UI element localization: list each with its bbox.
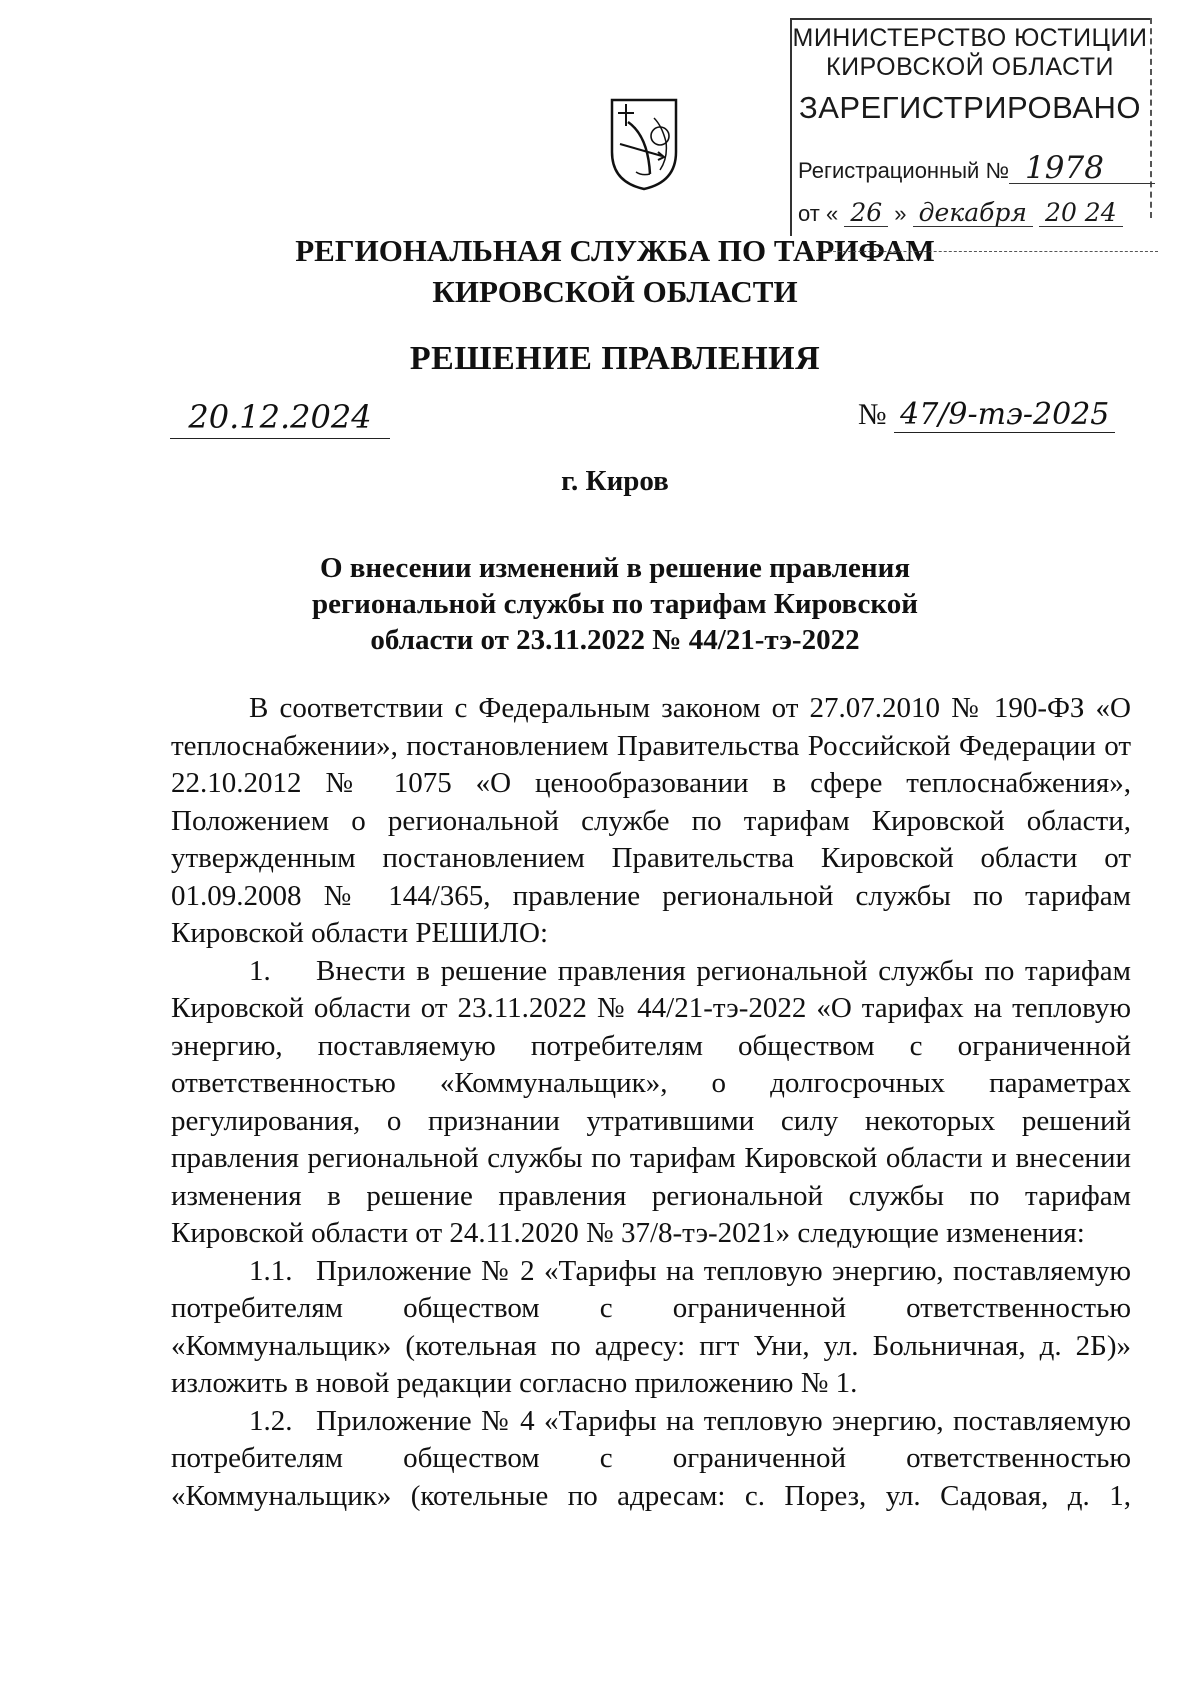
decision-title: РЕШЕНИЕ ПРАВЛЕНИЯ <box>409 340 821 377</box>
agency-name-line1: РЕГИОНАЛЬНАЯ СЛУЖБА ПО ТАРИФАМ <box>295 233 935 268</box>
stamp-ministry-line2: КИРОВСКОЙ ОБЛАСТИ <box>826 53 1114 81</box>
decision-number <box>858 398 1158 433</box>
subject-line1: О внесении изменений в решение правления <box>319 552 911 584</box>
stamp-registration-number-line <box>798 150 1148 186</box>
agency-name <box>0 230 1200 312</box>
stamp-date-year: 20 24 <box>1039 200 1123 227</box>
item-1-2-text: Приложение № 4 «Тарифы на тепловую энергию, поставляемую потребителям обществом с ограниченной ответственностью «Коммунальщик» (котельные по адресам: с. Порез, ул. Садовая, д. 1, <box>171 1404 1131 1512</box>
subject-line2: региональной службы по тарифам Кировской <box>312 588 918 620</box>
stamp-registered: ЗАРЕГИСТРИРОВАНО <box>798 90 1141 125</box>
stamp-date-prefix: от « <box>798 201 839 226</box>
subject-line3: области от 23.11.2022 № 44/21-тэ-2022 <box>370 624 860 656</box>
item-1-1-number: 1.1. <box>249 1254 293 1287</box>
document-body <box>171 690 1131 1515</box>
item-1-2-number: 1.2. <box>249 1404 293 1437</box>
item-1-1 <box>171 1253 1131 1403</box>
decision-date: 20.12.2024 <box>170 400 390 439</box>
coat-of-arms-icon <box>608 96 680 192</box>
stamp-frame-top <box>790 18 1150 20</box>
decision-number-value: 47/9-тэ-2025 <box>894 398 1115 433</box>
item-1-text: Внести в решение правления региональной службы по тарифам Кировской области от 23.11.2022 № 44/21-тэ-2022 «О тарифах на тепловую энергию, поставляемую потребителям обществом с ограниченной ответственностью «Коммунальщик», о долгосрочных параметрах регулирования, о признании утратившими силу некоторых решений правления региональной службы по тарифам Кировской области и внесении изменения в решение правления региональной службы по тарифам Кировской области от 24.11.2020 № 37/8-тэ-2021» следующие изменения: <box>171 954 1131 1249</box>
item-1 <box>171 953 1131 1253</box>
stamp-date-line <box>798 200 1154 227</box>
stamp-ministry <box>790 24 1150 82</box>
preamble-paragraph: В соответствии с Федеральным законом от 27.07.2010 № 190-ФЗ «О теплоснабжении», постановлением Правительства Российской Федерации от 22.10.2012 № 1075 «О ценообразовании в сфере теплоснабжения», Положением о региональной службе по тарифам Кировской области, утвержденным постановлением Правительства Кировской области от 01.09.2008 № 144/365, правление региональной службы по тарифам Кировской области РЕШИЛО: <box>171 692 1131 949</box>
stamp-reg-label: Регистрационный № <box>798 158 1010 183</box>
city: г. Киров <box>561 465 669 497</box>
decision-number-label: № <box>858 398 887 431</box>
stamp-date-month: декабря <box>913 200 1033 227</box>
stamp-frame-right <box>1150 18 1152 218</box>
decision-subject <box>0 550 1200 658</box>
item-1-number: 1. <box>249 954 271 987</box>
stamp-date-mid: » <box>894 201 907 226</box>
stamp-underline-dashed <box>818 251 1158 252</box>
agency-name-line2: КИРОВСКОЙ ОБЛАСТИ <box>432 274 798 309</box>
stamp-date-day: 26 <box>844 200 888 227</box>
item-1-1-text: Приложение № 2 «Тарифы на тепловую энергию, поставляемую потребителям обществом с ограниченной ответственностью «Коммунальщик» (котельная по адресу: пгт Уни, ул. Больничная, д. 2Б)» изложить в новой редакции согласно приложению № 1. <box>171 1254 1131 1399</box>
item-1-2 <box>171 1403 1131 1516</box>
registration-stamp <box>790 18 1152 248</box>
stamp-reg-number: 1978 <box>1009 153 1155 184</box>
stamp-ministry-line1: МИНИСТЕРСТВО ЮСТИЦИИ <box>792 24 1148 52</box>
